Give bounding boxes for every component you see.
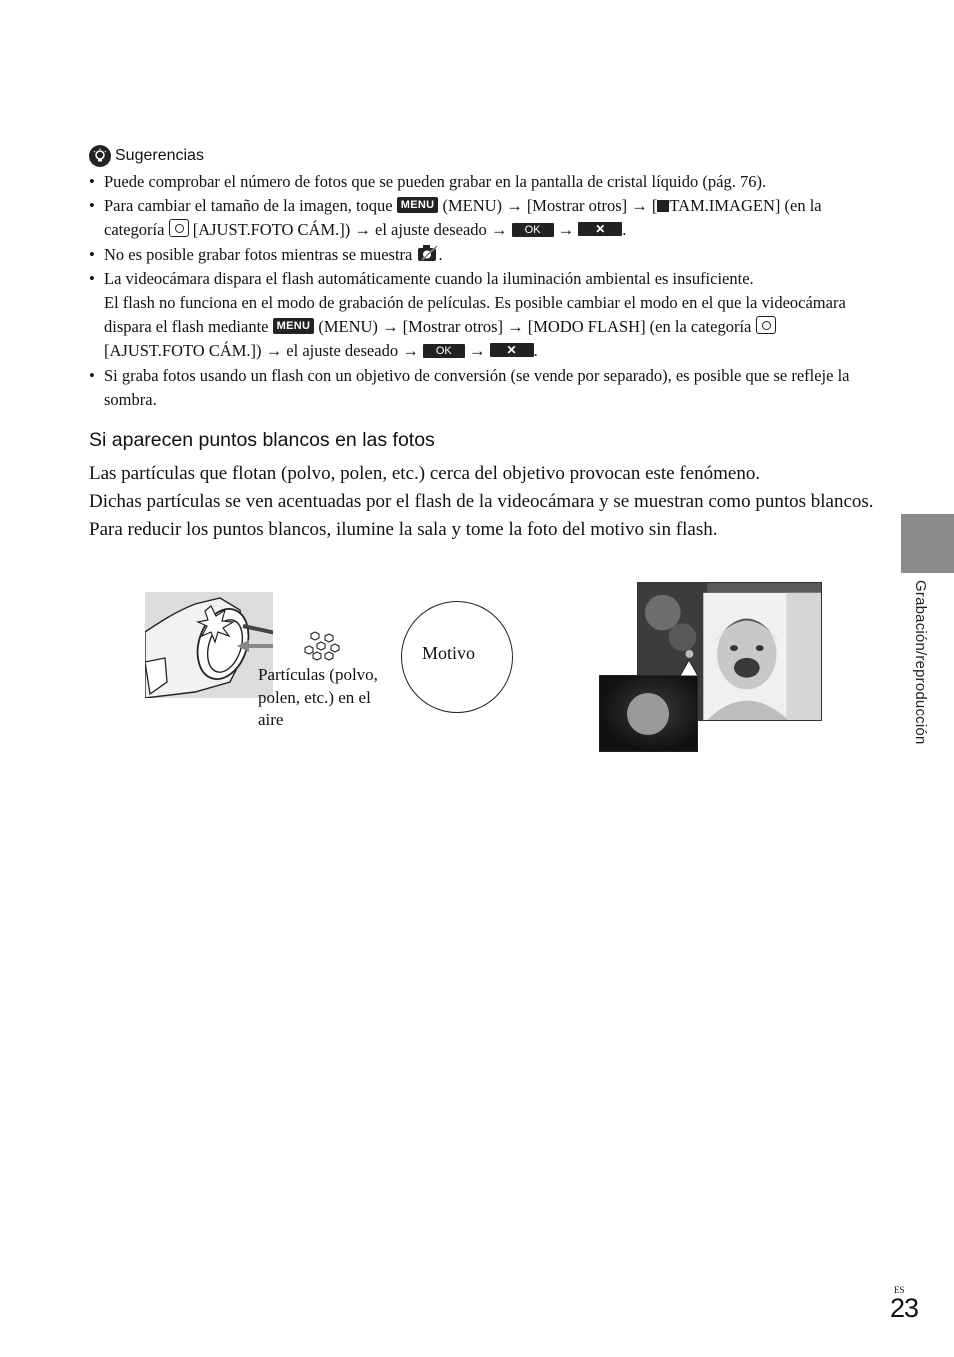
- subject-label: Motivo: [422, 643, 476, 663]
- language-code: ES: [894, 1285, 905, 1295]
- close-button-icon: ✕: [578, 222, 622, 236]
- arrow-icon: →: [557, 220, 575, 240]
- ok-button-icon: OK: [423, 344, 465, 358]
- paragraph: Dichas partículas se ven acentuadas por el flash de la videocámara y se muestran como puntos blancos.: [89, 491, 874, 512]
- close-button-icon: ✕: [490, 343, 534, 357]
- paragraph: Las partículas que flotan (polvo, polen, etc.) cerca del objetivo provocan este fenómeno.: [89, 463, 761, 484]
- arrow-icon: →: [507, 317, 524, 337]
- camera-icon: [169, 219, 189, 237]
- lightbulb-icon: [89, 145, 111, 167]
- side-tab-label: Grabación/reproducción: [912, 580, 929, 745]
- paragraph: Para reducir los puntos blancos, ilumine la sala y tome la foto del motivo sin flash.: [89, 519, 718, 540]
- list-item: • No es posible grabar fotos mientras se muestra .: [89, 243, 879, 267]
- ok-button-icon: OK: [512, 223, 554, 237]
- page-number: 23: [890, 1293, 919, 1323]
- callout-pointer: [679, 659, 699, 676]
- arrow-icon: →: [265, 341, 283, 361]
- arrow-icon: →: [468, 341, 486, 361]
- arrow-icon: →: [354, 220, 371, 240]
- list-item: • La videocámara dispara el flash automáticamente cuando la iluminación ambiental es insuficiente. El flash no funciona en el modo de grabación de películas. Es posible cambiar el modo en el que la videocámara dispara el flash mediante MENU (MENU) → [Mostrar otros] → [MODO FLASH] (en la categoría [AJUST.FOTO CÁM.]) → el ajuste deseado → OK → ✕ .: [89, 267, 879, 364]
- white-dot: [627, 693, 669, 735]
- particles-icon: [303, 630, 343, 664]
- particles-label: Partículas (polvo, polen, etc.) en el aire: [258, 665, 378, 729]
- list-item: • Para cambiar el tamaño de la imagen, toque MENU (MENU) → [Mostrar otros] → [ TAM.IMAGEN] (en la categoría [AJUST.FOTO CÁM.]) → el ajuste deseado → OK → ✕ .: [89, 194, 879, 242]
- tips-list: [89, 170, 879, 412]
- arrow-icon: →: [506, 196, 523, 216]
- list-item: • Si graba fotos usando un flash con un objetivo de conversión (se vende por separado), es posible que se refleje la sombra.: [89, 364, 879, 412]
- flash-off-icon: [417, 244, 439, 262]
- menu-button-icon: MENU: [273, 318, 315, 334]
- tips-heading: Sugerencias: [115, 147, 204, 164]
- section-title: Si aparecen puntos blancos en las fotos: [89, 429, 435, 451]
- tips-header: [89, 145, 204, 167]
- menu-button-icon: MENU: [397, 197, 439, 213]
- section-body: [89, 460, 889, 544]
- arrow-icon: →: [631, 196, 648, 216]
- list-item: • Puede comprobar el número de fotos que se pueden grabar en la pantalla de cristal líquido (pág. 76).: [89, 170, 879, 194]
- image-size-icon: [657, 200, 669, 212]
- arrow-icon: →: [490, 220, 508, 240]
- camera-icon: [756, 316, 776, 334]
- camera-lens-illustration: [145, 592, 273, 698]
- zoomed-particle-detail: [599, 675, 698, 752]
- section-tab-marker: [901, 514, 954, 573]
- arrow-icon: →: [402, 341, 419, 361]
- arrow-icon: →: [382, 317, 399, 337]
